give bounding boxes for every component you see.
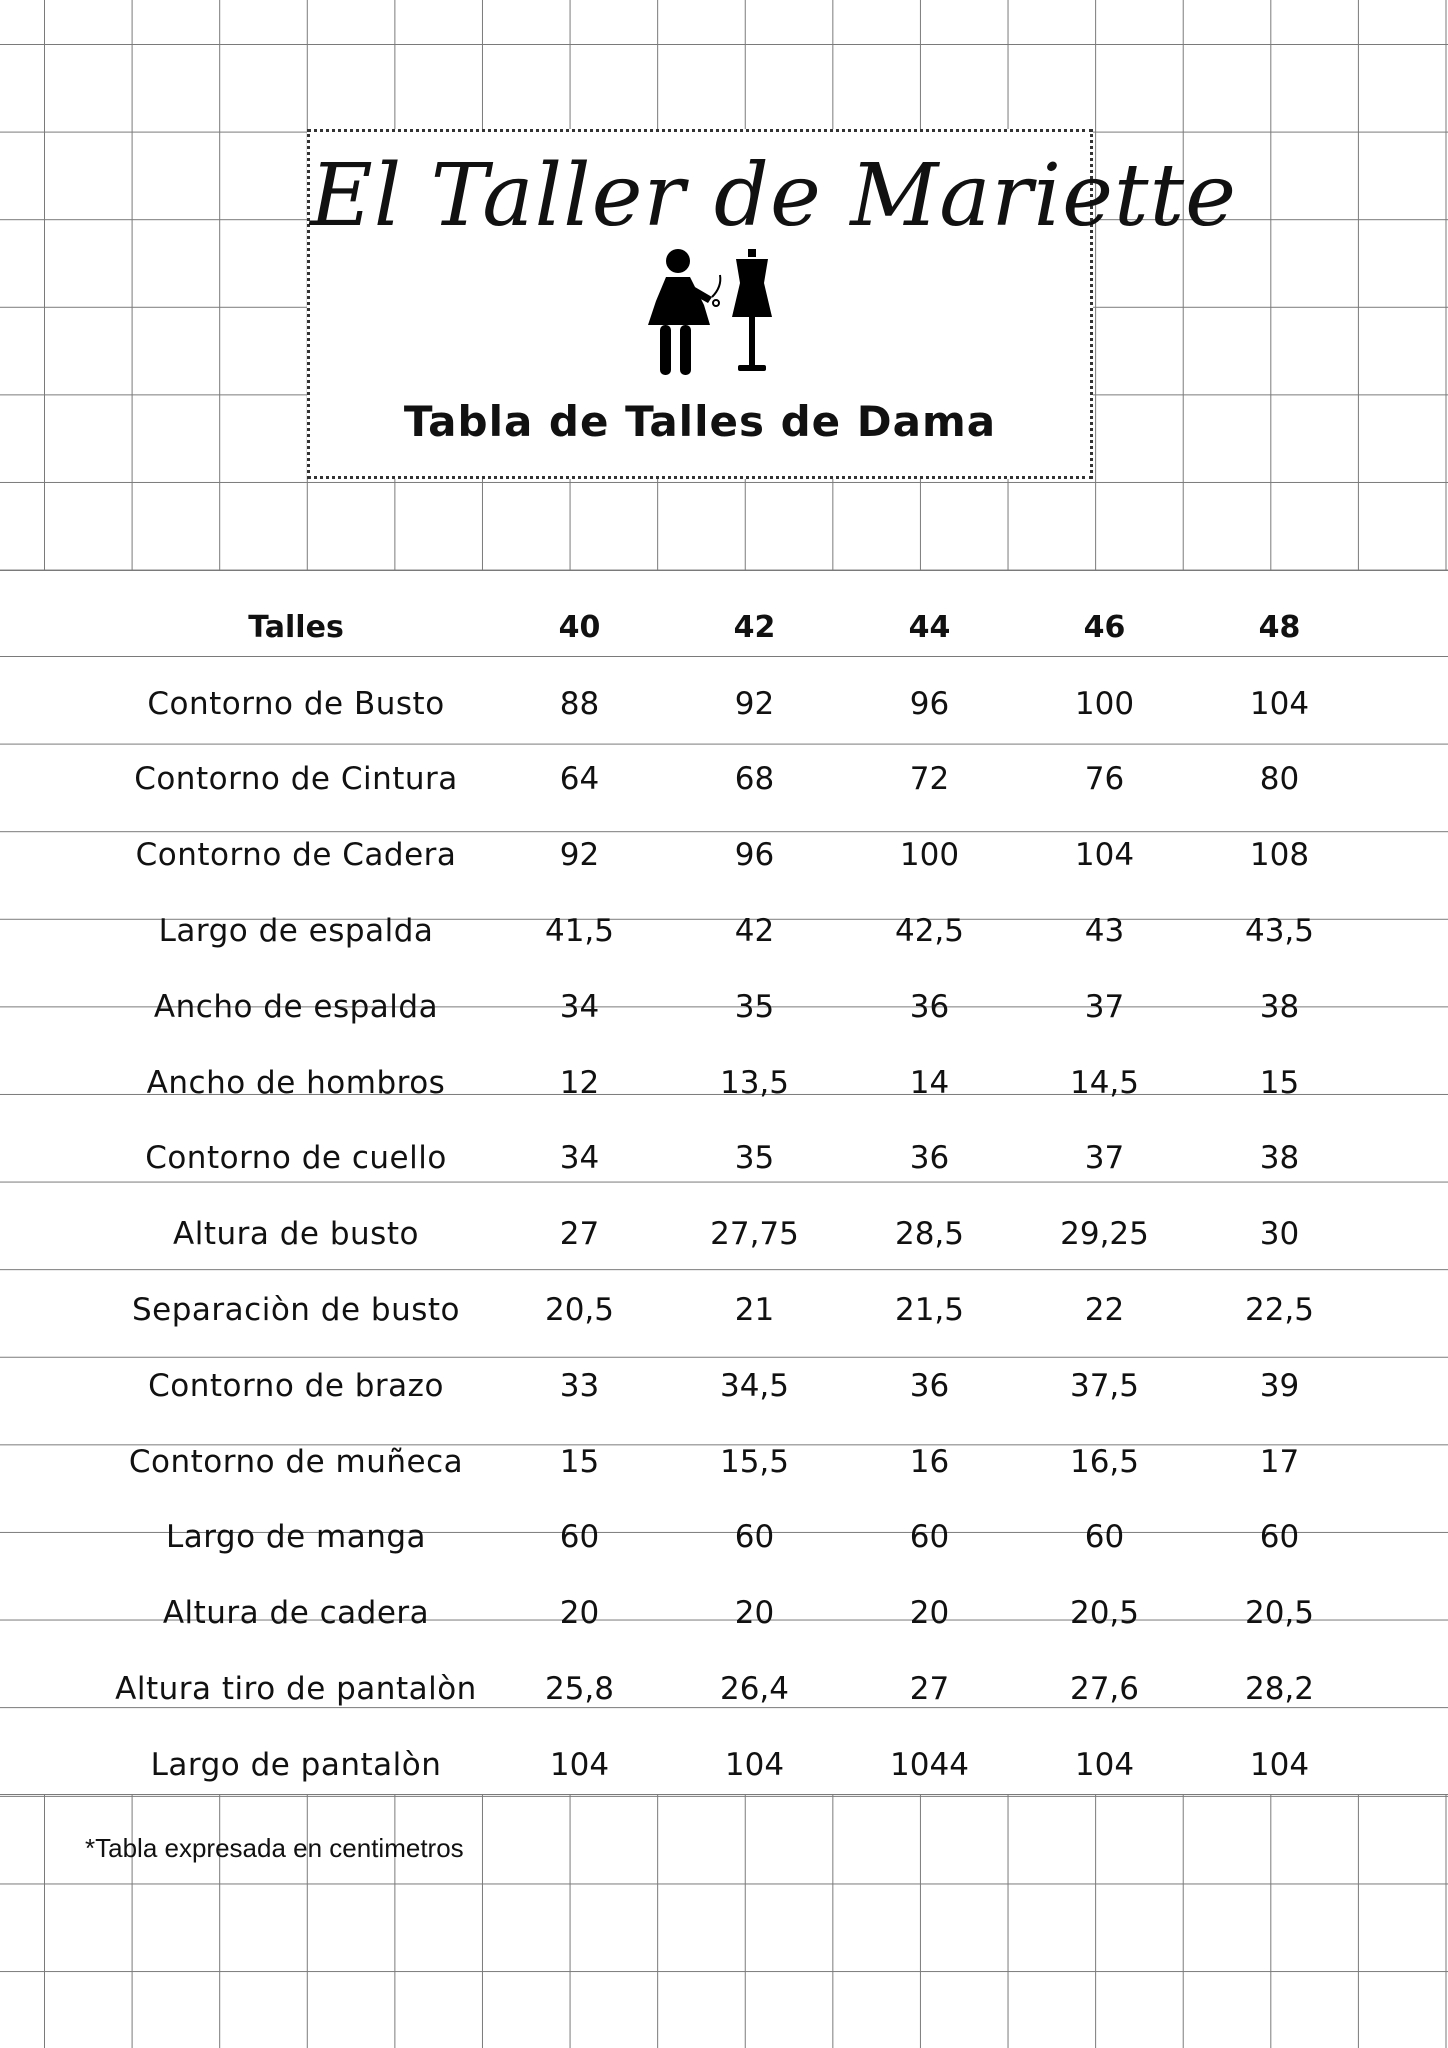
cell: 34 xyxy=(559,1140,600,1177)
size-header: 48 xyxy=(1258,610,1301,646)
cell: 20,5 xyxy=(1069,1595,1140,1632)
cell: 76 xyxy=(1084,761,1125,798)
table-row xyxy=(100,1651,1367,1727)
row-label: Contorno de Busto xyxy=(147,685,445,722)
row-label: Contorno de Cintura xyxy=(134,761,458,798)
cell: 20 xyxy=(909,1595,950,1632)
cell: 21,5 xyxy=(894,1292,965,1329)
row-label: Contorno de muñeca xyxy=(128,1443,464,1480)
row-label: Ancho de hombros xyxy=(146,1064,446,1101)
table-row xyxy=(100,1500,1367,1576)
table-row xyxy=(100,1121,1367,1197)
cell: 28,2 xyxy=(1244,1671,1315,1708)
cell: 43,5 xyxy=(1244,913,1315,950)
table-row xyxy=(100,1348,1367,1424)
cell: 25,8 xyxy=(544,1671,615,1708)
cell: 96 xyxy=(909,685,950,722)
cell: 35 xyxy=(734,988,775,1025)
cell: 42 xyxy=(734,913,775,950)
cell: 15 xyxy=(559,1443,600,1480)
cell: 27,75 xyxy=(710,1216,799,1253)
cell: 28,5 xyxy=(894,1216,965,1253)
cell: 37 xyxy=(1084,988,1125,1025)
cell: 22,5 xyxy=(1244,1292,1315,1329)
cell: 104 xyxy=(1074,1746,1135,1783)
cell: 27 xyxy=(559,1216,600,1253)
size-header: 44 xyxy=(908,610,951,646)
cell: 16 xyxy=(909,1443,950,1480)
cell: 88 xyxy=(559,685,600,722)
cell: 14 xyxy=(909,1064,950,1101)
row-label: Contorno de cuello xyxy=(145,1140,447,1177)
size-header: 40 xyxy=(558,610,601,646)
cell: 20 xyxy=(559,1595,600,1632)
row-label: Separaciòn de busto xyxy=(132,1292,460,1329)
row-label: Largo de manga xyxy=(165,1519,427,1556)
cell: 35 xyxy=(734,1140,775,1177)
cell: 104 xyxy=(1074,837,1135,874)
cell: 92 xyxy=(734,685,775,722)
cell: 43 xyxy=(1084,913,1125,950)
row-label: Altura de cadera xyxy=(162,1595,430,1632)
cell: 104 xyxy=(724,1746,785,1783)
table-row xyxy=(100,666,1367,742)
cell: 68 xyxy=(734,761,775,798)
cell: 60 xyxy=(559,1519,600,1556)
table-row xyxy=(100,1272,1367,1348)
cell: 92 xyxy=(559,837,600,874)
cell: 12 xyxy=(559,1064,600,1101)
table-row xyxy=(100,1424,1367,1500)
table-row xyxy=(100,1575,1367,1651)
cell: 36 xyxy=(909,988,950,1025)
table-row xyxy=(100,893,1367,969)
cell: 38 xyxy=(1259,988,1300,1025)
footnote: *Tabla expresada en centimetros xyxy=(85,1833,464,1863)
table-row xyxy=(100,742,1367,818)
table-header-label: Talles xyxy=(248,610,344,646)
row-label: Ancho de espalda xyxy=(153,988,439,1025)
brand-header-box xyxy=(307,129,1238,479)
cell: 16,5 xyxy=(1069,1443,1140,1480)
cell: 64 xyxy=(559,761,600,798)
cell: 39 xyxy=(1259,1367,1300,1404)
cell: 42,5 xyxy=(894,913,965,950)
row-label: Contorno de brazo xyxy=(148,1367,444,1404)
table-row xyxy=(100,817,1367,893)
cell: 15,5 xyxy=(719,1443,790,1480)
cell: 100 xyxy=(1074,685,1135,722)
cell: 29,25 xyxy=(1060,1216,1149,1253)
size-header: 46 xyxy=(1083,610,1126,646)
cell: 72 xyxy=(909,761,950,798)
cell: 27,6 xyxy=(1069,1671,1140,1708)
seamstress-mannequin-icon xyxy=(640,247,780,387)
size-table-area xyxy=(0,570,1448,1795)
size-table xyxy=(100,590,1367,1803)
cell: 36 xyxy=(909,1367,950,1404)
cell: 20,5 xyxy=(544,1292,615,1329)
cell: 34 xyxy=(559,988,600,1025)
row-label: Largo de espalda xyxy=(158,913,434,950)
page-subtitle: Tabla de Talles de Dama xyxy=(403,397,997,446)
cell: 15 xyxy=(1259,1064,1300,1101)
cell: 20 xyxy=(734,1595,775,1632)
cell: 37 xyxy=(1084,1140,1125,1177)
cell: 104 xyxy=(1249,685,1310,722)
cell: 60 xyxy=(1084,1519,1125,1556)
cell: 104 xyxy=(1249,1746,1310,1783)
row-label: Largo de pantalòn xyxy=(150,1746,442,1783)
cell: 14,5 xyxy=(1069,1064,1140,1101)
cell: 33 xyxy=(559,1367,600,1404)
row-label: Altura tiro de pantalòn xyxy=(115,1671,477,1708)
table-row xyxy=(100,1727,1367,1803)
cell: 38 xyxy=(1259,1140,1300,1177)
cell: 36 xyxy=(909,1140,950,1177)
cell: 22 xyxy=(1084,1292,1125,1329)
brand-title: El Taller de Mariette xyxy=(310,146,1238,246)
cell: 60 xyxy=(909,1519,950,1556)
cell: 41,5 xyxy=(544,913,615,950)
cell: 30 xyxy=(1259,1216,1300,1253)
cell: 108 xyxy=(1249,837,1310,874)
cell: 104 xyxy=(549,1746,610,1783)
table-row xyxy=(100,1196,1367,1272)
cell: 60 xyxy=(734,1519,775,1556)
size-header: 42 xyxy=(733,610,776,646)
cell: 80 xyxy=(1259,761,1300,798)
cell: 21 xyxy=(734,1292,775,1329)
cell: 13,5 xyxy=(719,1064,790,1101)
cell: 27 xyxy=(909,1671,950,1708)
cell: 37,5 xyxy=(1069,1367,1140,1404)
cell: 60 xyxy=(1259,1519,1300,1556)
table-header-row xyxy=(100,590,1367,666)
cell: 20,5 xyxy=(1244,1595,1315,1632)
row-label: Altura de busto xyxy=(173,1216,419,1253)
table-row xyxy=(100,969,1367,1045)
table-row xyxy=(100,1045,1367,1121)
cell: 1044 xyxy=(890,1746,969,1783)
cell: 96 xyxy=(734,837,775,874)
cell: 34,5 xyxy=(719,1367,790,1404)
cell: 100 xyxy=(899,837,960,874)
cell: 26,4 xyxy=(719,1671,790,1708)
cell: 17 xyxy=(1259,1443,1300,1480)
row-label: Contorno de Cadera xyxy=(135,837,457,874)
